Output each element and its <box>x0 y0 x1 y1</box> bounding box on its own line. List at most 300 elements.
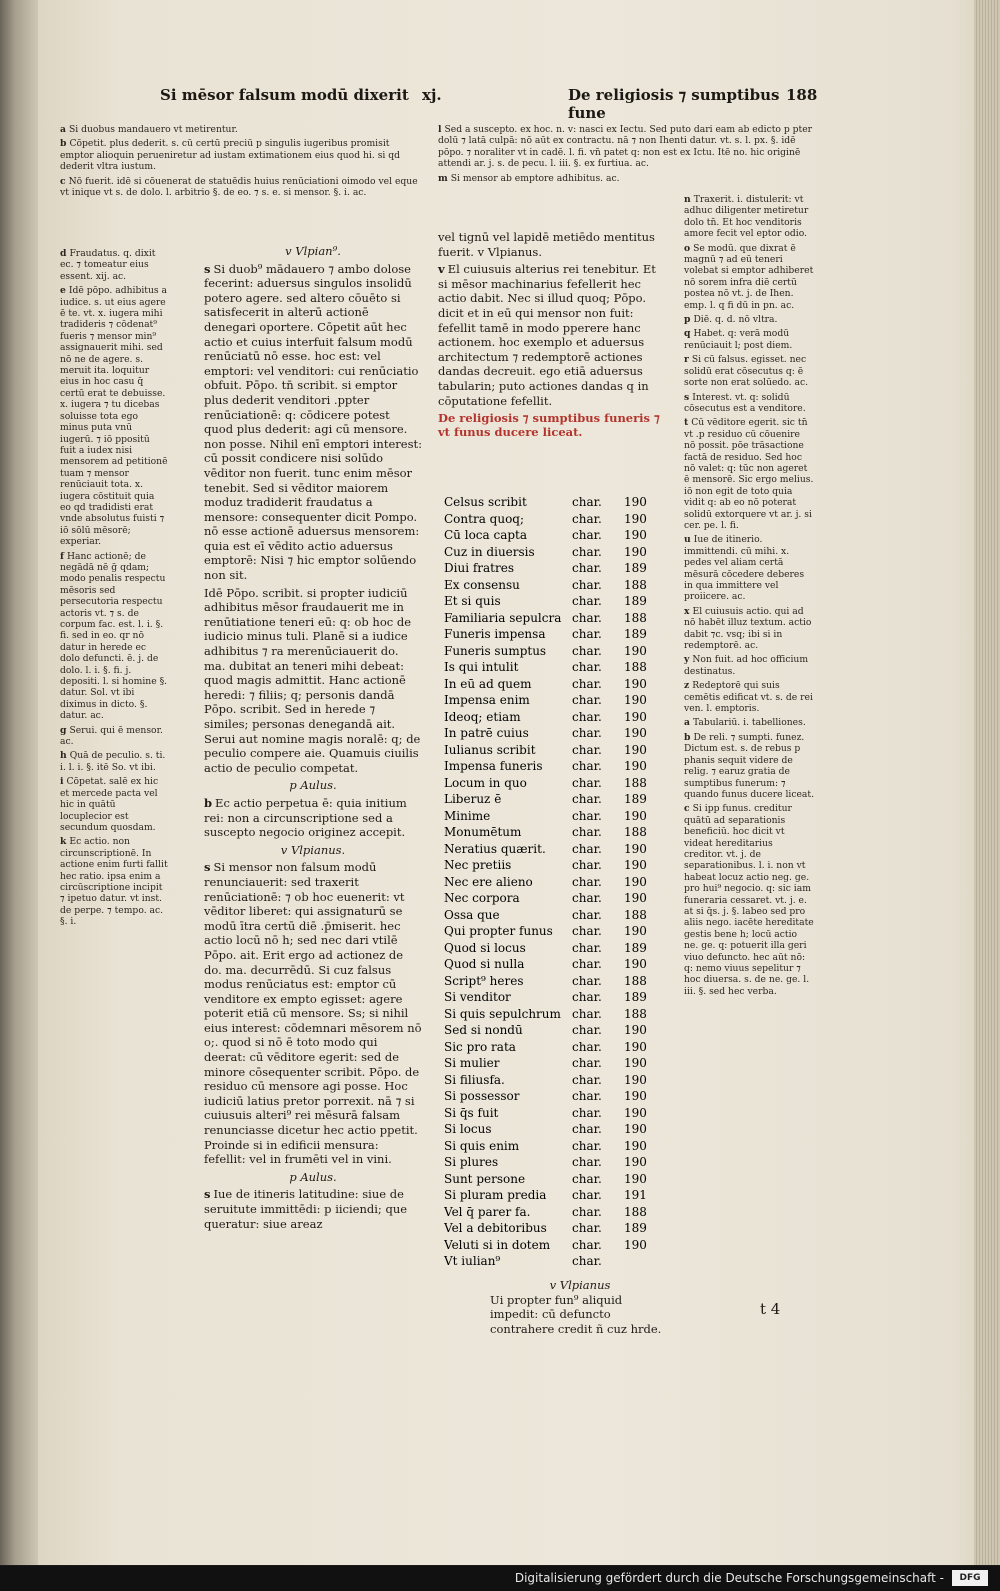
index-row <box>444 1022 666 1039</box>
index-row <box>444 791 666 808</box>
index-char: char. <box>572 841 602 856</box>
index-row <box>444 940 666 957</box>
index-name: Iulianus scribit <box>444 742 536 757</box>
index-number: 190 <box>624 1056 647 1071</box>
text-paragraph <box>204 778 422 793</box>
index-name: Et si quis <box>444 594 501 609</box>
paragraph-text: Iue de itinerio. immittendi. cū mihi. x. pedes vel aliam certā mēsurā cōcedere deberes in qua immittere vel proiicere. ac. <box>684 534 805 603</box>
gloss-paragraph <box>60 176 420 199</box>
gloss-paragraph <box>438 124 818 170</box>
index-number: 188 <box>624 1204 647 1219</box>
index-name: Si filiusfa. <box>444 1072 505 1087</box>
index-number: 190 <box>624 742 647 757</box>
gloss-paragraph <box>684 717 814 728</box>
index-char: char. <box>572 990 602 1005</box>
index-number: 189 <box>624 594 647 609</box>
running-head-middle: xj. <box>422 86 442 104</box>
gloss-paragraph <box>60 750 168 773</box>
gloss-paragraph <box>60 836 168 927</box>
gloss-letter: y <box>684 654 690 666</box>
index-name: Is qui intulit <box>444 660 519 675</box>
index-char: char. <box>572 874 602 889</box>
index-name: Neratius quærit. <box>444 841 546 856</box>
index-name: Quod si locus <box>444 940 526 955</box>
index-row <box>444 989 666 1006</box>
index-char: char. <box>572 1188 602 1203</box>
paragraph-text: Serui. qui ē mensor. ac. <box>60 724 163 748</box>
gloss-letter: s <box>684 391 690 403</box>
gloss-letter: m <box>438 172 448 184</box>
closing-speaker: v Vlpianus <box>549 1278 611 1292</box>
gloss-paragraph <box>684 606 814 652</box>
index-row <box>444 1121 666 1138</box>
index-row <box>444 626 666 643</box>
footer-credit: Digitalisierung gefördert durch die Deutsche Forschungsgemeinschaft - <box>514 1571 944 1585</box>
gloss-letter: r <box>684 354 689 366</box>
index-char: char. <box>572 1221 602 1236</box>
index-row <box>444 907 666 924</box>
index-char: char. <box>572 1105 602 1120</box>
paragraph-text: Cōpetit. plus dederit. s. cū certū preciū p singulis iugeribus promisit emptor alioquin perueniretur ad iustam extimationem eius quod hi. si qd dederit vltra iustum. <box>60 138 401 173</box>
index-name: Locum in quo <box>444 775 527 790</box>
gloss-paragraph <box>684 534 814 602</box>
index-name: Nec corpora <box>444 891 520 906</box>
index-char: char. <box>572 1122 602 1137</box>
gloss-letter: d <box>60 248 67 259</box>
index-char: char. <box>572 792 602 807</box>
index-number: 188 <box>624 610 647 625</box>
index-name: Ideoq; etiam <box>444 709 521 724</box>
index-name: Contra quoq; <box>444 511 525 526</box>
paragraph-text: Interest. vt. q: solidū cōsecutus est a venditore. <box>684 391 806 414</box>
text-paragraph <box>438 411 660 439</box>
gloss-letter: z <box>684 680 690 692</box>
index-row <box>444 692 666 709</box>
index-char: char. <box>572 808 602 823</box>
folio-number: 188 <box>786 86 818 104</box>
index-name: Cū loca capta <box>444 528 528 543</box>
paragraph-text: Si duob⁹ mādauero ⁊ ambo dolose fecerint: aduersus singulos insolidū potero agere. sed altero cōuēto si satisfecerit in alterū actionē denegari oportere. Cōpetit aūt hec actio et cuius interfuit falsum modū renūciatū nō esse. hoc est: vel emptori: vel venditori: cui renūciatio obfuit. Pōpo. tn̄ scribit. si emptor plus dederit venditori .ppter renūciationē: q: cōdicere potest quod plus dederit: agi cū mensore. non posse. Nihil enī emptori interest: cū possit condicere nisi solūdo vēditor non fuerit. tunc enim mēsor tenebit. Sed si vēditor maiorem moduz tradiderit fraudatus a mensore: consequenter dicit Pompo. nō esse actionē aduersus mensorem: quia est eī vēdito actio aduersus emptorē: Nisi ⁊ hic emptor solūendo non sit. <box>204 261 422 583</box>
index-name: Vel q̄ parer fa. <box>444 1204 531 1219</box>
index-row <box>444 956 666 973</box>
running-head-left: Si mēsor falsum modū dixerit <box>160 86 409 104</box>
paragraph-text: Si cū falsus. egisset. nec solidū erat cōsecutus q: ē sorte non erat solūedo. ac. <box>684 354 809 389</box>
index-number: 190 <box>624 511 647 526</box>
index-row <box>444 676 666 693</box>
text-paragraph <box>204 244 422 259</box>
paragraph-text: Sed a suscepto. ex hoc. n. v: nasci ex Iectu. Sed puto dari eam ab edicto p pter dolū ⁊ latā culpā: nō aūt ex contractu. nā ⁊ non Ihenti datur. vt. s. l. px. §. idē pōpo. ⁊ noraliter vt in cadē. l. fi. vn̄ patet q: non est ex Ictu. Itē no. hic originē attendi ar. j. s. de pecu. l. iii. §. ex furtiua. ac. <box>438 124 813 170</box>
index-row <box>444 857 666 874</box>
index-number: 190 <box>624 1155 647 1170</box>
index-number: 190 <box>624 759 647 774</box>
index-char: char. <box>572 1138 602 1153</box>
index-row <box>444 1154 666 1171</box>
index-row <box>444 758 666 775</box>
index-char: char. <box>572 726 602 741</box>
gloss-letter: a <box>60 124 66 135</box>
gloss-paragraph <box>60 248 168 282</box>
gloss-paragraph <box>438 173 818 184</box>
index-number: 190 <box>624 693 647 708</box>
paragraph-text: Fraudatus. q. dixit ec. ⁊ tomeatur eius essent. xij. ac. <box>60 248 156 282</box>
index-char: char. <box>572 940 602 955</box>
gloss-letter: u <box>684 534 691 546</box>
index-char: char. <box>572 1039 602 1054</box>
paragraph-text: Nō fuerit. idē si cōuenerat de statuēdis huius renūciationi oimodo vel eque vt inique vt s. de dolo. l. arbitrio §. de eo. ⁊ s. e. si mensor. §. i. ac. <box>60 175 418 199</box>
paragraph-text: v Vlpian⁹. <box>285 244 341 258</box>
index-row <box>444 1006 666 1023</box>
gloss-right-column <box>684 194 814 1000</box>
index-char: char. <box>572 1072 602 1087</box>
index-char: char. <box>572 709 602 724</box>
index-name: Si quis enim <box>444 1138 520 1153</box>
gloss-letter: p <box>684 314 691 326</box>
paragraph-text: El cuiusuis alterius rei tenebitur. Et si mēsor machinarius fefellerit hec actio dabit. Nec si illud quoq; Pōpo. dicit et in eū qui mensor non fuit: fefellit tamē in modo pperere hanc actionem. hoc exemplo et aduersus architectum ⁊ redemptorē actiones dandas decreuit. ego etiā aduersus tabularin; puto actiones dandas q in cōputatione fefellit. <box>438 262 656 408</box>
gloss-letter: o <box>684 242 691 254</box>
paragraph-text: Idē pōpo. adhibitus a iudice. s. ut eius agere ē te. vt. x. iugera mihi tradideris ⁊ cōdenat⁹ fueris ⁊ mensor min⁹ assignauerit mihi. sed nō ne de agere. s. meruit ita. loquitur eius in hoc casu q̄ certū erat te debuisse. x. iugera ⁊ tu dicebas soluisse tota ego minus puta vnū iugerū. ⁊ iō ppositū fuit a iudex nisi mensorem ad petitionē tuam ⁊ mensor renūciauit tota. x. iugera cōstituit quia eo qd tradidisti erat vnde absolutus fuisti ⁊ iō sōlū mēsorē; experiar. <box>60 285 168 548</box>
gloss-letter: k <box>60 836 67 848</box>
paragraph-text: p Aulus. <box>289 778 337 793</box>
paragraph-text: Idē Pōpo. scribit. si propter iudiciū adhibitus mēsor fraudauerit me in renūtiatione teneri eū: q: ob hoc de iudicio minus tuli. Planē si a iudice adhibitus ⁊ ra merenūciauerit do. ma. dubitat an teneri mihi debeat: quod magis admittit. Hanc actionē heredi: ⁊ filiis; q; personis dandā Pōpo. scribit. Sed in herede ⁊ similes; personas denegandā ait. Serui aut nomine magis noralē: q; de peculio compere aie. Quamuis ciuilis actio de peculio competat. <box>204 585 421 775</box>
index-char: char. <box>572 1237 602 1252</box>
gloss-paragraph <box>684 314 814 325</box>
index-name: Quod si nulla <box>444 957 525 972</box>
paragraph-text: El cuiusuis actio. qui ad nō habēt illuz textum. actio dabit ⁊c. vsq; ibi si in redemptorē. ac. <box>684 605 812 652</box>
index-number: 190 <box>624 924 647 939</box>
index-name: Celsus scribit <box>444 495 527 510</box>
left-page-edge <box>0 0 38 1565</box>
index-name: Si plures <box>444 1155 499 1170</box>
index-number: 188 <box>624 577 647 592</box>
gloss-letter: b <box>204 795 213 810</box>
index-char: char. <box>572 495 602 510</box>
index-row <box>444 577 666 594</box>
paragraph-text: v Vlpianus. <box>280 842 346 857</box>
index-row <box>444 1055 666 1072</box>
index-name: Familiaria sepulcra <box>444 610 562 625</box>
gloss-letter: i <box>60 776 64 788</box>
gloss-letter: e <box>60 285 66 297</box>
index-number: 190 <box>624 1039 647 1054</box>
index-number: 190 <box>624 544 647 559</box>
paragraph-text: De reli. ⁊ sumpti. funez. Dictum est. s. de rebus p phanis sequit videre de relig. ⁊ earuz gratia de sumptibus funerum: ⁊ quando funus ducere liceat. <box>684 731 814 800</box>
text-paragraph <box>204 796 422 840</box>
index-number: 188 <box>624 973 647 988</box>
index-number: 189 <box>624 627 647 642</box>
index-name: Ossa que <box>444 907 500 922</box>
index-char: char. <box>572 1056 602 1071</box>
gloss-left-column <box>60 248 168 931</box>
index-row <box>444 659 666 676</box>
index-row <box>444 742 666 759</box>
index-row <box>444 841 666 858</box>
index-name: Ex consensu <box>444 577 520 592</box>
gloss-paragraph <box>684 417 814 531</box>
index-number: 190 <box>624 891 647 906</box>
paragraph-text: Habet. q: verā modū renūciauit l; post diem. <box>684 328 793 351</box>
index-row <box>444 544 666 561</box>
paragraph-text: Diē. q. d. nō vltra. <box>693 314 778 326</box>
index-char: char. <box>572 924 602 939</box>
gloss-paragraph <box>684 328 814 351</box>
index-char: char. <box>572 891 602 906</box>
signature-mark: t 4 <box>760 1300 781 1318</box>
paragraph-text: Se modū. que dixrat ē magnū ⁊ ad eū teneri volebat si emptor adhiberet nō sorem infra diē certū postea nō vt. j. de Ihen. emp. l. q fi dū in pn. ac. <box>684 242 814 311</box>
gloss-letter: c <box>60 175 66 187</box>
paragraph-text: Tabulariū. i. tabelliones. <box>692 717 806 729</box>
index-char: char. <box>572 610 602 625</box>
index-row <box>444 527 666 544</box>
index-row <box>444 593 666 610</box>
index-number: 189 <box>624 940 647 955</box>
paragraph-text: Iue de itineris latitudine: siue de seruitute immittēdi: p iiciendi; que queratur: siue areaz <box>204 1187 408 1231</box>
index-name: In patrē cuius <box>444 726 529 741</box>
index-char: char. <box>572 528 602 543</box>
index-char: char. <box>572 676 602 691</box>
index-row <box>444 725 666 742</box>
index-char: char. <box>572 973 602 988</box>
text-paragraph <box>204 843 422 858</box>
index-row <box>444 643 666 660</box>
gloss-letter: s <box>204 261 211 276</box>
index-row <box>444 890 666 907</box>
gloss-letter: a <box>684 717 690 729</box>
index-char: char. <box>572 825 602 840</box>
index-number: 188 <box>624 660 647 675</box>
index-char: char. <box>572 759 602 774</box>
index-char: char. <box>572 1089 602 1104</box>
index-number: 190 <box>624 1138 647 1153</box>
right-page-edge <box>974 0 1000 1565</box>
index-number: 188 <box>624 1006 647 1021</box>
index-name: Cuz in diuersis <box>444 544 535 559</box>
text-paragraph <box>204 586 422 776</box>
paragraph-text: Non fuit. ad hoc officium destinatus. <box>684 654 809 677</box>
paragraph-text: Hanc actionē; de negādā nē ḡ qdam; modo penalis respectu mēsoris sed persecutoria respectu actoris vt. ⁊ s. de corpum fac. est. l. i. §. fi. sed in eo. qr nō datur in herede ec dolo defuncti. ē. j. de dolo. l. i. §. fi. j. depositi. l. si homine §. datur. Sol. vt ibi diximus in dicto. §. datur. ac. <box>60 550 168 722</box>
index-row <box>444 1138 666 1155</box>
index-row <box>444 874 666 891</box>
gloss-letter: s <box>204 1187 211 1202</box>
paragraph-text: Redeptorē qui suis cemētis edificat vt. s. de rei ven. l. emptoris. <box>684 680 813 715</box>
text-paragraph <box>204 1187 422 1231</box>
index-name: Impensa enim <box>444 693 530 708</box>
index-number: 190 <box>624 957 647 972</box>
index-number: 190 <box>624 1023 647 1038</box>
running-head-right: De religiosis ⁊ sumptibus fune <box>568 86 780 122</box>
index-name: Si locus <box>444 1122 492 1137</box>
paragraph-text: Ec actio. non circunscriptionē. In actione enim furti fallit hec ratio. ipsa enim a circūscriptione incipit ⁊ ipetuo datur. vt inst. de perpe. ⁊ tempo. ac. §. i. <box>60 836 168 928</box>
index-char: char. <box>572 1254 602 1269</box>
index-name: In eū ad quem <box>444 676 532 691</box>
gloss-paragraph <box>60 285 168 547</box>
index-name: Sed si nondū <box>444 1023 523 1038</box>
gloss-paragraph <box>684 680 814 714</box>
index-char: char. <box>572 957 602 972</box>
gloss-top <box>60 124 420 201</box>
gloss-letter: g <box>60 724 67 736</box>
gloss-paragraph <box>684 732 814 800</box>
gloss-letter: c <box>684 803 690 815</box>
gloss-paragraph <box>684 243 814 311</box>
paragraph-text: Ec actio perpetua ē: quia initium rei: non a circunscriptione sed a suscepto negocio originez accepit. <box>204 795 407 840</box>
gloss-middle-top <box>438 124 818 187</box>
index-name: Monumētum <box>444 825 522 840</box>
index-char: char. <box>572 858 602 873</box>
gloss-paragraph <box>684 194 814 240</box>
index-number: 190 <box>624 1122 647 1137</box>
index-name: Minime <box>444 808 491 823</box>
index-name: Vt iulian⁹ <box>444 1254 501 1269</box>
running-head <box>160 86 818 122</box>
index-number: 189 <box>624 990 647 1005</box>
index-name: Sic pro rata <box>444 1039 516 1054</box>
gloss-letter: h <box>60 750 67 762</box>
index-number: 190 <box>624 643 647 658</box>
index-name: Funeris impensa <box>444 627 546 642</box>
paragraph-text: p Aulus. <box>289 1169 337 1184</box>
index-number: 190 <box>624 726 647 741</box>
index-char: char. <box>572 511 602 526</box>
index-number: 190 <box>624 1105 647 1120</box>
index-row <box>444 1039 666 1056</box>
main-text-middle-column <box>438 230 660 442</box>
index-char: char. <box>572 907 602 922</box>
paragraph-text: Cōpetat. salē ex hic et mercede pacta vel hic in quātū locuplecior est secundum quosdam. <box>60 776 159 833</box>
index-row <box>444 1187 666 1204</box>
paragraph-text: De religiosis ⁊ sumptibus funeris ⁊ vt funus ducere liceat. <box>438 411 660 440</box>
index-number: 190 <box>624 841 647 856</box>
gloss-paragraph <box>684 654 814 677</box>
index-row <box>444 973 666 990</box>
text-paragraph <box>204 1170 422 1185</box>
index-number: 190 <box>624 528 647 543</box>
index-name: Si quis sepulchrum <box>444 1006 561 1021</box>
paragraph-text: Quā de peculio. s. ti. i. l. i. §. itē So. vt ibi. <box>60 750 166 773</box>
text-paragraph <box>204 860 422 1166</box>
dfg-logo: DFG <box>952 1570 988 1586</box>
paragraph-text: Si ipp funus. creditur quātū ad separationis beneficiū. hoc dicit vt videat hereditarius creditor. vt. j. de separationibus. l. i. non vt habeat locuz actio neg. ge. pro hui⁹ negocio. q: sic iam funeraria cessaret. vt. j. e. at si q̄s. j. §. labeo sed pro aliis nego. iacēte hereditate gestis bene h; locū actio ne. ge. q: potuerit illa geri viuo defuncto. hec aūt nō: q: nemo viuus sepelitur ⁊ hoc diuersa. s. de ne. ge. l. iii. §. sed hec verba. <box>684 803 814 997</box>
gloss-letter: n <box>684 194 691 205</box>
index-row <box>444 1204 666 1221</box>
index-name: Nec ere alieno <box>444 874 533 889</box>
index-row <box>444 808 666 825</box>
index-row <box>444 610 666 627</box>
index-name: Si q̄s fuit <box>444 1105 499 1120</box>
index-number: 190 <box>624 1089 647 1104</box>
index-name: Diui fratres <box>444 561 514 576</box>
gloss-letter: b <box>60 138 67 150</box>
index-row <box>444 560 666 577</box>
index-number: 190 <box>624 858 647 873</box>
index-row <box>444 1105 666 1122</box>
index-name: Sunt persone <box>444 1171 526 1186</box>
index-name: Veluti si in dotem <box>444 1237 551 1252</box>
index-name: Si pluram predia <box>444 1188 547 1203</box>
index-number: 190 <box>624 676 647 691</box>
index-number: 188 <box>624 907 647 922</box>
paragraph-text: Si mensor non falsum modū renunciauerit: sed traxerit renūciationē: ⁊ ob hoc euenerit: vt vēditor liberet: qui assignaturū se modū ītra certū diē .p̄miserit. hec actio locū nō h; sed nec dari vtilē Pōpo. ait. Erit ergo ad actionez de do. ma. decurrēdū. Si cuz falsus modus renūciatus est: emptor cū venditore ex empto egisset: agere poterit etiā cū mensore. Ss; si nihil eius interest: cōdemnari mēsorem nō o;. quod si nō ē toto modo qui deerat: cū vēditore egerit: sed de minore cōsequenter scribit. Pōpo. de residuo cū mensore agi posse. Hoc iudiciū latius pretor porrexit. nā ⁊ si cuiusuis alteri⁹ rei mēsurā falsam renunciasse dicetur hec actio ppetit. Proinde si in edificii mensura: fefellit: vel in frumēti vel in vini. <box>204 860 422 1167</box>
index-number: 190 <box>624 1237 647 1252</box>
index-row <box>444 923 666 940</box>
index-char: char. <box>572 775 602 790</box>
gloss-letter: q <box>684 328 691 340</box>
index-name: Nec pretiis <box>444 858 512 873</box>
text-paragraph <box>438 230 660 259</box>
index-name: Qui propter funus <box>444 924 553 939</box>
gloss-letter: x <box>684 605 690 617</box>
gloss-paragraph <box>684 354 814 388</box>
index-row <box>444 709 666 726</box>
paragraph-text: Si mensor ab emptore adhibitus. ac. <box>450 172 620 184</box>
index-number: 189 <box>624 1221 647 1236</box>
index-char: char. <box>572 693 602 708</box>
chapter-index <box>444 494 666 1270</box>
index-row <box>444 494 666 511</box>
index-number: 189 <box>624 561 647 576</box>
index-char: char. <box>572 1023 602 1038</box>
paragraph-text: Traxerit. i. distulerit: vt adhuc diligenter metiretur dolo tn̄. Et hoc venditoris amore fecit vel eptor odio. <box>684 194 809 240</box>
closing-text: Ui propter fun⁹ aliquid impedit: cū defuncto contrahere credit ñ cuz hrde. <box>490 1292 662 1336</box>
index-number: 190 <box>624 709 647 724</box>
index-row <box>444 1220 666 1237</box>
index-row <box>444 1237 666 1254</box>
index-char: char. <box>572 1006 602 1021</box>
gloss-paragraph <box>684 392 814 415</box>
index-char: char. <box>572 594 602 609</box>
gloss-paragraph <box>60 551 168 722</box>
index-name: Funeris sumptus <box>444 643 547 658</box>
gloss-letter: l <box>438 124 442 135</box>
gloss-paragraph <box>60 138 420 172</box>
index-name: Script⁹ heres <box>444 973 524 988</box>
index-name: Vel a debitoribus <box>444 1221 547 1236</box>
paragraph-text: Cū vēditore egerit. sic tn̄ vt .p residuo cū cōuenire nō possit. pōe trāsactione factā de residuo. Sed hoc nō valet: q: tūc non ageret ē mensorē. Sic ergo melius. iō non egit de toto quia vidit q: ab eo nō poterat solidū extorquere vt ar. j. si cer. pe. l. fi. <box>684 417 814 531</box>
gloss-paragraph <box>60 776 168 833</box>
index-number: 191 <box>624 1188 647 1203</box>
index-char: char. <box>572 1155 602 1170</box>
gloss-paragraph <box>684 803 814 997</box>
index-char: char. <box>572 627 602 642</box>
index-number: 188 <box>624 825 647 840</box>
index-row <box>444 1253 666 1270</box>
main-text-left-column <box>204 244 422 1234</box>
text-paragraph <box>204 262 422 583</box>
index-row <box>444 1088 666 1105</box>
gloss-letter: t <box>684 417 689 429</box>
index-number: 190 <box>624 1171 647 1186</box>
index-name: Si venditor <box>444 990 511 1005</box>
paragraph-text: vel tignū vel lapidē metiēdo mentitus fuerit. v Vlpianus. <box>438 230 655 259</box>
index-char: char. <box>572 1171 602 1186</box>
index-row <box>444 1072 666 1089</box>
index-name: Liberuz ē <box>444 792 502 807</box>
digitization-footer <box>0 1566 1000 1591</box>
index-row <box>444 511 666 528</box>
index-row <box>444 824 666 841</box>
index-name: Si mulier <box>444 1056 500 1071</box>
paragraph-text: Si duobus mandauero vt metirentur. <box>68 124 238 135</box>
index-number: 190 <box>624 495 647 510</box>
gloss-letter: s <box>204 860 211 875</box>
index-char: char. <box>572 643 602 658</box>
gloss-letter: f <box>60 550 64 562</box>
index-char: char. <box>572 561 602 576</box>
gloss-paragraph <box>60 124 420 135</box>
index-number: 190 <box>624 1072 647 1087</box>
index-char: char. <box>572 660 602 675</box>
index-char: char. <box>572 577 602 592</box>
index-number: 190 <box>624 874 647 889</box>
